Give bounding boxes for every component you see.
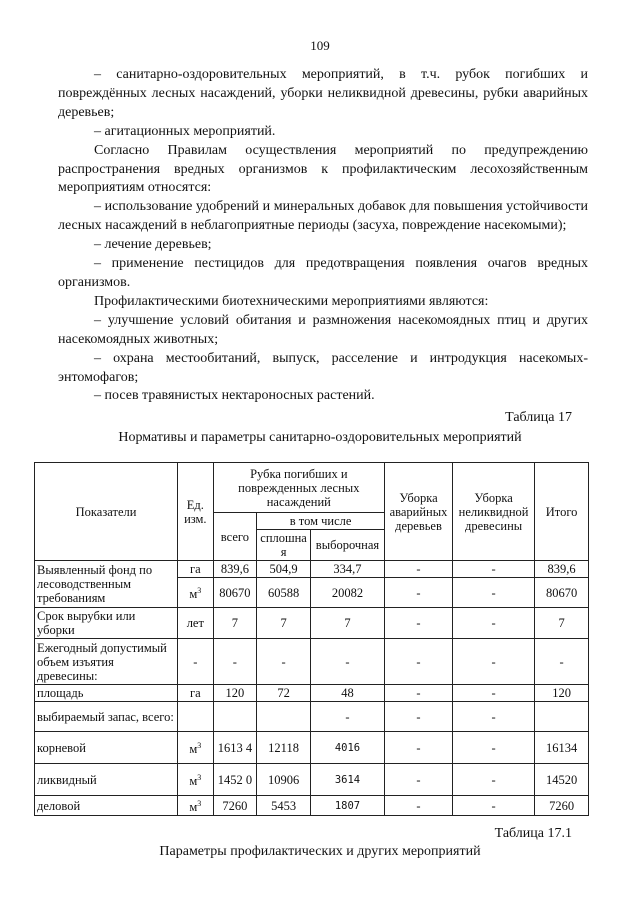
paragraph: – охрана местообитаний, выпуск, расселение и интродукция насекомых-энтомофагов; (58, 350, 588, 385)
cell: 1452 0 (213, 764, 257, 796)
paragraph: – санитарно-оздоровительных мероприятий, в т.ч. рубок погибших и повреждённых лесных насаждений, уборки неликвидной древесины, рубки аварийных деревьев; (58, 67, 588, 120)
cell: - (257, 639, 311, 685)
cell: 4016 (310, 732, 384, 764)
cell: 120 (535, 685, 589, 702)
cell: - (178, 639, 214, 685)
paragraph: – лечение деревьев; (94, 237, 212, 253)
table-caption-2: Параметры профилактических и других мероприятий (159, 844, 481, 859)
page-number: 109 (310, 38, 330, 53)
table-label-2: Таблица 17.1 (494, 826, 572, 841)
header-illiquid: Уборка неликвидной древесины (452, 463, 534, 561)
header-including: в том числе (257, 513, 385, 530)
cell: - (213, 639, 257, 685)
table-label: Таблица 17 (505, 410, 572, 425)
row-label: корневой (35, 732, 178, 764)
row-label: выбираемый запас, всего: (35, 702, 178, 732)
cell: 7 (213, 608, 257, 639)
cell: 3614 (310, 764, 384, 796)
header-total: Итого (535, 463, 589, 561)
body-text (58, 66, 588, 406)
table-row (35, 639, 589, 685)
cell-unit-m3: $м^3$ (178, 732, 214, 764)
cell: 20082 (310, 578, 384, 608)
cell: - (452, 639, 534, 685)
cell: 1613 4 (213, 732, 257, 764)
cell (178, 702, 214, 732)
cell: 72 (257, 685, 311, 702)
cell: - (452, 764, 534, 796)
cell: - (452, 578, 534, 608)
cell: 7 (257, 608, 311, 639)
header-selective: выборочная (310, 530, 384, 561)
cell (213, 702, 257, 732)
cell: - (535, 639, 589, 685)
cell: - (385, 561, 453, 578)
cell: - (385, 639, 453, 685)
header-indicators: Показатели (35, 463, 178, 561)
cell: - (385, 796, 453, 816)
sanitary-table (34, 462, 589, 816)
table-row (35, 561, 589, 578)
cell: 5453 (257, 796, 311, 816)
cell: - (452, 732, 534, 764)
cell: 504,9 (257, 561, 311, 578)
cell-unit-m3: $м^3$ (178, 796, 214, 816)
header-all: всего (213, 513, 257, 561)
cell: 80670 (535, 578, 589, 608)
cell (257, 702, 311, 732)
header-unit: Ед. изм. (178, 463, 214, 561)
cell-unit-m3: $м^3$ (178, 764, 214, 796)
paragraph: – агитационных мероприятий. (94, 123, 276, 139)
row-label: Срок вырубки или уборки (35, 608, 178, 639)
cell: 14520 (535, 764, 589, 796)
cell: - (452, 796, 534, 816)
cell: - (385, 702, 453, 732)
cell: 839,6 (535, 561, 589, 578)
paragraph: – улучшение условий обитания и размножения насекомоядных птиц и других насекомоядных животных; (58, 312, 588, 347)
cell: 48 (310, 685, 384, 702)
table-caption: Нормативы и параметры санитарно-оздоровительных мероприятий (118, 430, 522, 445)
row-label: деловой (35, 796, 178, 816)
cell: 120 (213, 685, 257, 702)
cell: - (452, 685, 534, 702)
cell: - (385, 578, 453, 608)
cell: - (452, 702, 534, 732)
cell-unit-m3: $м^3$ (178, 578, 214, 608)
cell: га (178, 685, 214, 702)
paragraph: – использование удобрений и минеральных добавок для повышения устойчивости лесных насаждений в неблагоприятные периоды (засуха, повреждение насекомыми); (58, 199, 588, 234)
cell: - (385, 732, 453, 764)
cell: - (452, 561, 534, 578)
cell: - (452, 608, 534, 639)
cell: 80670 (213, 578, 257, 608)
header-felling: Рубка погибших и поврежденных лесных насаждений (213, 463, 384, 513)
cell: 10906 (257, 764, 311, 796)
row-label: площадь (35, 685, 178, 702)
cell: - (385, 685, 453, 702)
cell: - (310, 702, 384, 732)
cell: га (178, 561, 214, 578)
paragraph: – посев травянистых нектароносных растений. (94, 388, 375, 404)
cell: - (310, 639, 384, 685)
cell: лет (178, 608, 214, 639)
table-row (35, 732, 589, 764)
cell: - (385, 608, 453, 639)
row-label: Выявленный фонд по лесоводственным требованиям (35, 561, 178, 608)
header-emergency: Уборка аварийных деревьев (385, 463, 453, 561)
table-row (35, 685, 589, 702)
cell: 334,7 (310, 561, 384, 578)
row-label: ликвидный (35, 764, 178, 796)
cell: 16134 (535, 732, 589, 764)
cell: 7260 (535, 796, 589, 816)
paragraph: Профилактическими биотехническими мероприятиями являются: (94, 293, 489, 309)
cell: 7 (310, 608, 384, 639)
paragraph: Согласно Правилам осуществления мероприятий по предупреждению распространения вредных организмов к профилактическим лесохозяйственным мероприятиям относятся: (58, 142, 588, 196)
table-row (35, 702, 589, 732)
cell (535, 702, 589, 732)
table-row (35, 608, 589, 639)
table-row (35, 764, 589, 796)
paragraph: – применение пестицидов для предотвращения появления очагов вредных организмов. (58, 256, 588, 290)
cell: 60588 (257, 578, 311, 608)
cell: 1807 (310, 796, 384, 816)
cell: 839,6 (213, 561, 257, 578)
header-clear: сплошна я (257, 530, 311, 561)
row-label: Ежегодный допустимый объем изъятия древесины: (35, 639, 178, 685)
cell: 7260 (213, 796, 257, 816)
cell: 7 (535, 608, 589, 639)
cell: - (385, 764, 453, 796)
table-row (35, 796, 589, 816)
cell: 12118 (257, 732, 311, 764)
